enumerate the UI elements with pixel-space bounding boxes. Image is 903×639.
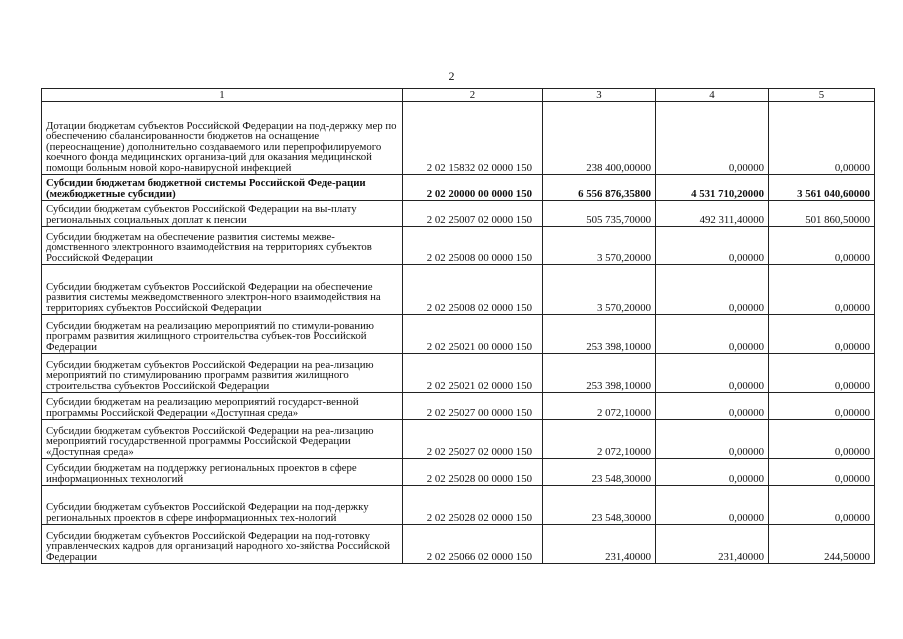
column-header-1: 1 — [42, 89, 403, 102]
column-header-2: 2 — [403, 89, 543, 102]
row-name: Субсидии бюджетам субъектов Российской Федерации на реа-лизацию мероприятий государственной программы Российской Федерации «Доступная среда» — [42, 420, 403, 459]
row-code: 2 02 25021 00 0000 150 — [403, 315, 543, 354]
table-row — [42, 315, 875, 354]
table-row — [42, 227, 875, 265]
table-row — [42, 459, 875, 486]
row-value-col3: 238 400,00000 — [543, 102, 656, 175]
row-name: Субсидии бюджетам бюджетной системы Российской Феде-рации (межбюджетные субсидии) — [42, 175, 403, 201]
row-name: Субсидии бюджетам субъектов Российской Федерации на вы-плату региональных социальных доплат к пенсии — [42, 201, 403, 227]
row-value-col4: 0,00000 — [656, 393, 769, 420]
row-value-col3: 23 548,30000 — [543, 459, 656, 486]
table-row — [42, 525, 875, 564]
row-name: Субсидии бюджетам на обеспечение развития системы межве-домственного электронного взаимодействия на территориях субъектов Российской Федерации — [42, 227, 403, 265]
row-value-col3: 3 570,20000 — [543, 227, 656, 265]
row-value-col4: 4 531 710,20000 — [656, 175, 769, 201]
row-value-col3: 505 735,70000 — [543, 201, 656, 227]
row-value-col3: 231,40000 — [543, 525, 656, 564]
row-value-col3: 23 548,30000 — [543, 486, 656, 525]
row-code: 2 02 25008 00 0000 150 — [403, 227, 543, 265]
row-code: 2 02 25008 02 0000 150 — [403, 265, 543, 315]
table-header-row — [42, 89, 875, 102]
row-value-col5: 244,50000 — [769, 525, 875, 564]
row-value-col3: 253 398,10000 — [543, 354, 656, 393]
table-row — [42, 102, 875, 175]
table-row — [42, 265, 875, 315]
column-header-5: 5 — [769, 89, 875, 102]
page-number: 2 — [448, 69, 455, 83]
row-value-col5: 3 561 040,60000 — [769, 175, 875, 201]
row-value-col4: 0,00000 — [656, 354, 769, 393]
row-value-col5: 0,00000 — [769, 393, 875, 420]
row-name: Субсидии бюджетам субъектов Российской Федерации на под-готовку управленческих кадров для организаций народного хо-зяйства Российской Федерации — [42, 525, 403, 564]
row-value-col4: 0,00000 — [656, 102, 769, 175]
row-name: Субсидии бюджетам на реализацию мероприятий государст-венной программы Российской Федерации «Доступная среда» — [42, 393, 403, 420]
row-code: 2 02 25021 02 0000 150 — [403, 354, 543, 393]
row-value-col3: 3 570,20000 — [543, 265, 656, 315]
row-name: Субсидии бюджетам субъектов Российской Федерации на под-держку региональных проектов в сфере информационных тех-нологий — [42, 486, 403, 525]
row-code: 2 02 25027 00 0000 150 — [403, 393, 543, 420]
row-value-col4: 0,00000 — [656, 265, 769, 315]
row-value-col5: 0,00000 — [769, 102, 875, 175]
row-value-col5: 0,00000 — [769, 486, 875, 525]
row-value-col3: 253 398,10000 — [543, 315, 656, 354]
row-value-col4: 0,00000 — [656, 420, 769, 459]
row-value-col3: 2 072,10000 — [543, 393, 656, 420]
table-row — [42, 486, 875, 525]
row-name: Субсидии бюджетам на реализацию мероприятий по стимули-рованию программ развития жилищного строительства субъек-тов Российской Федерации — [42, 315, 403, 354]
row-value-col5: 0,00000 — [769, 459, 875, 486]
table-row — [42, 393, 875, 420]
row-value-col4: 0,00000 — [656, 486, 769, 525]
row-value-col5: 0,00000 — [769, 227, 875, 265]
row-value-col5: 501 860,50000 — [769, 201, 875, 227]
row-value-col5: 0,00000 — [769, 265, 875, 315]
table-row-total — [42, 175, 875, 201]
row-value-col5: 0,00000 — [769, 354, 875, 393]
row-value-col4: 231,40000 — [656, 525, 769, 564]
row-value-col5: 0,00000 — [769, 420, 875, 459]
row-name: Субсидии бюджетам на поддержку региональных проектов в сфере информационных технологий — [42, 459, 403, 486]
row-code: 2 02 25066 02 0000 150 — [403, 525, 543, 564]
table-row — [42, 201, 875, 227]
row-value-col4: 0,00000 — [656, 315, 769, 354]
row-code: 2 02 25027 02 0000 150 — [403, 420, 543, 459]
row-name: Субсидии бюджетам субъектов Российской Федерации на обеспечение развития системы межведомственного электрон-ного взаимодействия на территориях субъектов Российской Федерации — [42, 265, 403, 315]
row-code: 2 02 25028 02 0000 150 — [403, 486, 543, 525]
column-header-4: 4 — [656, 89, 769, 102]
row-name: Дотации бюджетам субъектов Российской Федерации на под-держку мер по обеспечению сбалансированности бюджетов на оснащение (переоснащение) дополнительно создаваемого или перепрофилируемого коечного фонда медицинских организа-ций для оказания медицинской помощи больным новой коро-навирусной инфекцией — [42, 102, 403, 175]
row-value-col4: 0,00000 — [656, 459, 769, 486]
table-row — [42, 354, 875, 393]
table-row — [42, 420, 875, 459]
row-value-col4: 492 311,40000 — [656, 201, 769, 227]
row-value-col5: 0,00000 — [769, 315, 875, 354]
row-value-col3: 6 556 876,35800 — [543, 175, 656, 201]
row-code: 2 02 20000 00 0000 150 — [403, 175, 543, 201]
budget-revenue-table — [41, 88, 875, 564]
row-code: 2 02 25007 02 0000 150 — [403, 201, 543, 227]
row-code: 2 02 25028 00 0000 150 — [403, 459, 543, 486]
row-value-col3: 2 072,10000 — [543, 420, 656, 459]
row-value-col4: 0,00000 — [656, 227, 769, 265]
row-code: 2 02 15832 02 0000 150 — [403, 102, 543, 175]
row-name: Субсидии бюджетам субъектов Российской Федерации на реа-лизацию мероприятий по стимулированию программ развития жилищного строительства субъектов Российской Федерации — [42, 354, 403, 393]
column-header-3: 3 — [543, 89, 656, 102]
